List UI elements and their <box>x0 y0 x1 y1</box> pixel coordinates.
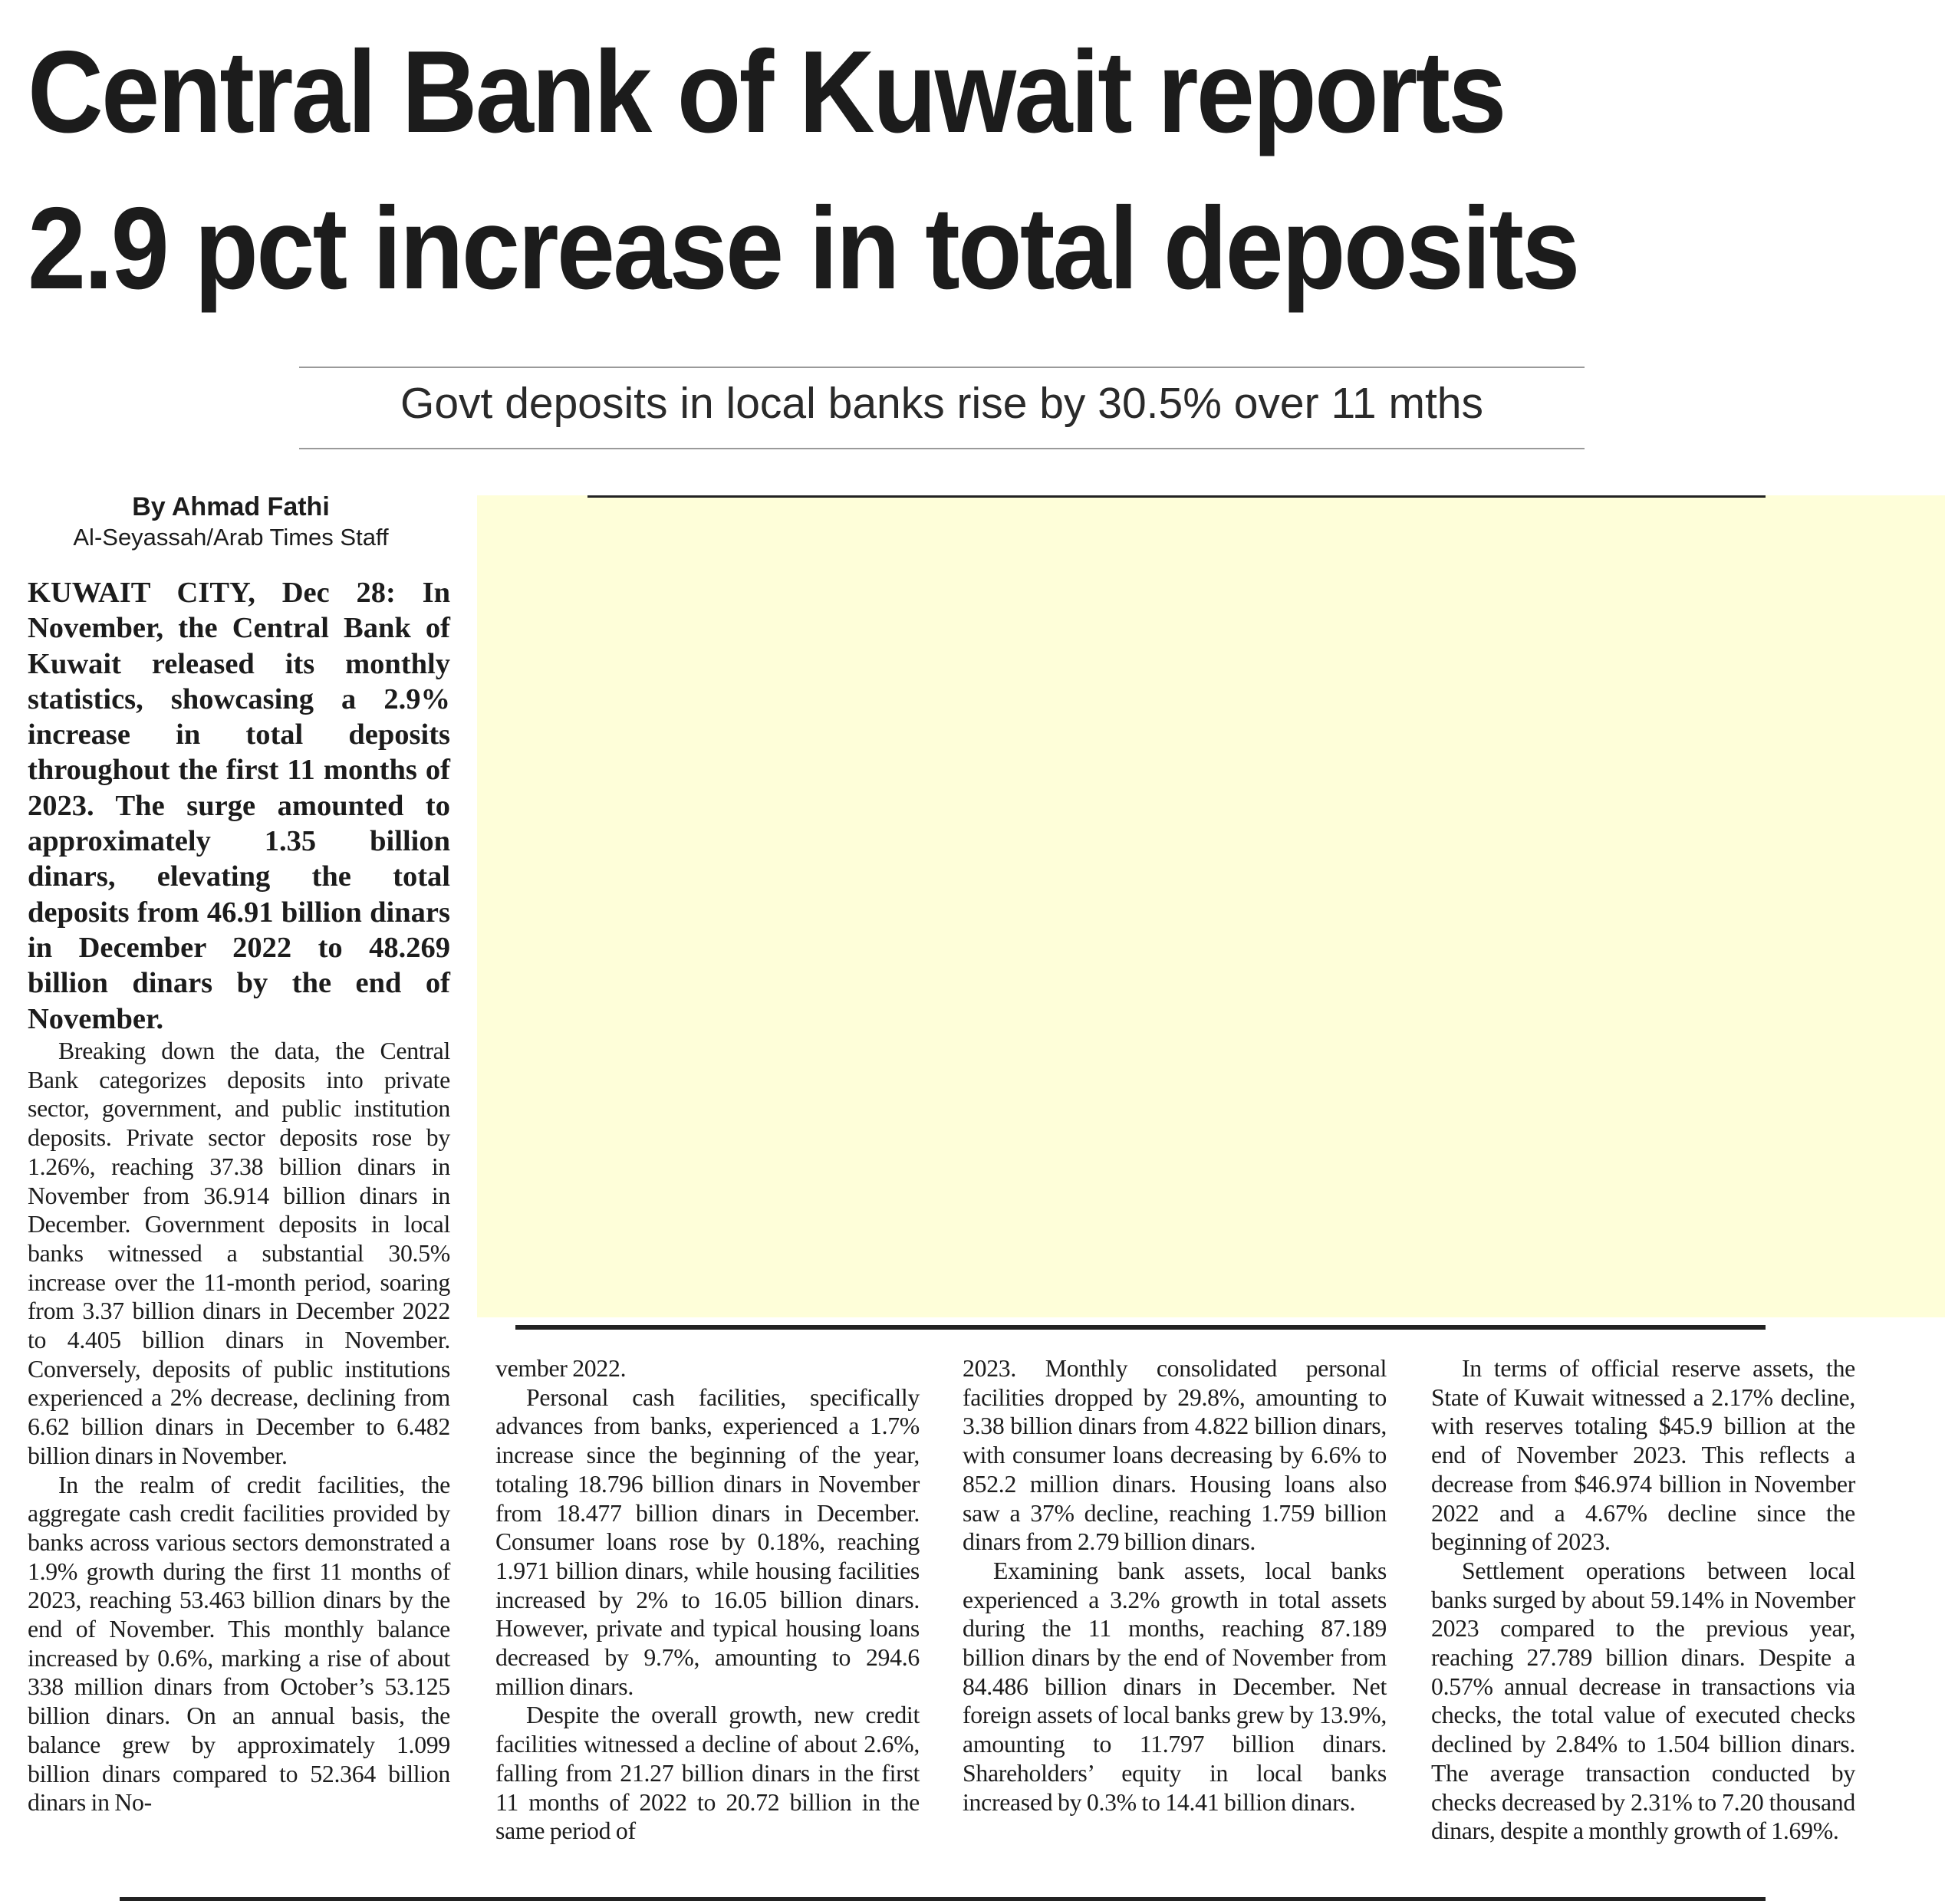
column-4-paragraph-2: Settlement operations between local banks surged by about 59.14% in November 2023 compared to the previous year, reaching 27.789 billion dinars. Despite a 0.57% annual decrease in transactions via checks, the total value of executed checks declined by 2.84% to 1.504 billion dinars. The average transaction conducted by checks decreased by 2.31% to 7.20 thousand dinars, despite a monthly growth of 1.69%. <box>1431 1557 1855 1845</box>
ad-space-bottom-rule <box>515 1325 1766 1330</box>
ad-space-top-rule <box>587 495 1766 498</box>
column-3-paragraph-2: Examining bank assets, local banks experienced a 3.2% growth in total assets during the 11 months, reaching 87.189 billion dinars by the end of November from 84.486 billion dinars in December. Net foreign assets of local banks grew by 13.9%, amounting to 11.797 billion dinars. Shareholders’ equity in local banks increased by 0.3% to 14.41 billion dinars. <box>963 1557 1387 1816</box>
column-4-paragraph-1: In terms of official reserve assets, the State of Kuwait witnessed a 2.17% decline, with reserves totaling $45.9 billion at the end of November 2023. This reflects a decrease from $46.974 billion in November 2022 and a 4.67% decline since the beginning of 2023. <box>1431 1355 1855 1556</box>
subheadline: Govt deposits in local banks rise by 30.5% over 11 mths <box>400 379 1483 428</box>
headline-line-1: Central Bank of Kuwait reports <box>28 27 1505 157</box>
headline-line-2: 2.9 pct increase in total deposits <box>28 183 1578 314</box>
subheadline-bottom-rule <box>299 448 1585 449</box>
column-2-paragraph-3: Despite the overall growth, new credit facilities witnessed a decline of about 2.6%, falling from 21.27 billion dinars in the first 11 months of 2022 to 20.72 billion in the same period of <box>495 1702 920 1845</box>
page-bottom-rule <box>120 1897 1766 1901</box>
column-4 <box>1431 1354 1855 1846</box>
column-2 <box>495 1354 920 1846</box>
column-3 <box>963 1354 1387 1817</box>
column-2-paragraph-2: Personal cash facilities, specifically advances from banks, experienced a 1.7% increase since the beginning of the year, totaling 18.796 billion dinars in November from 18.477 billion dinars in December. Consumer loans rose by 0.18%, reaching 1.971 billion dinars, while housing facilities increased by 2% to 16.05 billion dinars. However, private and typical housing loans decreased by 9.7%, amounting to 294.6 million dinars. <box>495 1383 920 1700</box>
column-1-paragraph-1: Breaking down the data, the Central Bank categorizes deposits into private sector, government, and public institution deposits. Private sector deposits rose by 1.26%, reaching 37.38 billion dinars in November from 36.914 billion dinars in December. Government deposits in local banks witnessed a substantial 30.5% increase over the 11-month period, soaring from 3.37 billion dinars in December 2022 to 4.405 billion dinars in November. Conversely, deposits of public institutions experienced a 2% decrease, declining from 6.62 billion dinars in December to 6.482 billion dinars in November. <box>28 1037 450 1469</box>
lead-paragraph: KUWAIT CITY, Dec 28: In November, the Central Bank of Kuwait released its monthly statistics, showcasing a 2.9% increase in total deposits throughout the first 11 months of 2023. The surge amounted to approximately 1.35 billion dinars, elevating the total deposits from 46.91 billion dinars in December 2022 to 48.269 billion dinars by the end of November. <box>28 577 450 1035</box>
author-affiliation: Al-Seyassah/Arab Times Staff <box>73 524 389 551</box>
subheadline-top-rule <box>299 367 1585 368</box>
byline <box>28 491 434 552</box>
headline <box>28 14 1733 327</box>
blank-ad-space <box>477 495 1945 1317</box>
column-2-paragraph-1: vember 2022. <box>495 1355 627 1382</box>
author-name: By Ahmad Fathi <box>132 492 330 521</box>
column-1-paragraph-2: In the realm of credit facilities, the aggregate cash credit facilities provided by banks across various sectors demonstrated a 1.9% growth during the first 11 months of 2023, reaching 53.463 billion dinars by the end of November. This monthly balance increased by 0.6%, marking a rise of about 338 million dinars from October’s 53.125 billion dinars. On an annual basis, the balance grew by approximately 1.099 billion dinars compared to 52.364 billion dinars in No- <box>28 1471 450 1817</box>
column-3-paragraph-1: 2023. Monthly consolidated personal facilities dropped by 29.8%, amounting to 3.38 billion dinars from 4.822 billion dinars, with consumer loans decreasing by 6.6% to 852.2 million dinars. Housing loans also saw a 37% decline, reaching 1.759 billion dinars from 2.79 billion dinars. <box>963 1355 1387 1556</box>
column-1 <box>28 1037 450 1817</box>
